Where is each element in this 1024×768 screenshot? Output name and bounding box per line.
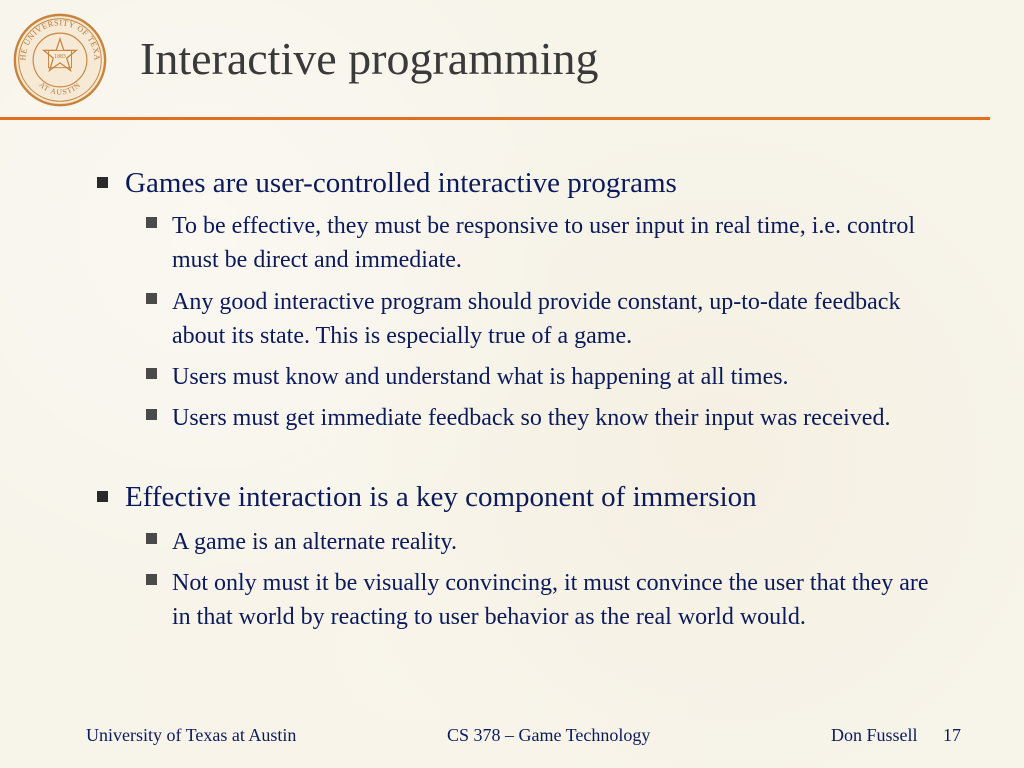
footer-author: Don Fussell — [831, 725, 918, 745]
bullet-level2 — [146, 401, 936, 435]
bullet-level1 — [97, 166, 677, 200]
seal-motto: 1883 — [54, 54, 66, 61]
bullet-square-icon — [146, 368, 157, 379]
bullet-text: Users must get immediate feedback so they know their input was received. — [172, 405, 891, 431]
bullet-level2 — [146, 209, 936, 277]
bullet-square-icon — [97, 491, 108, 502]
bullet-level2 — [146, 285, 936, 353]
bullet-text: Users must know and understand what is happening at all times. — [172, 364, 789, 390]
bullet-text: Not only must it be visually convincing, it must convince the user that they are in that world by reacting to user behavior as the real world would. — [172, 570, 929, 630]
bullet-text: A game is an alternate reality. — [172, 529, 457, 555]
bullet-level2 — [146, 360, 936, 394]
bullet-square-icon — [146, 217, 157, 228]
bullet-square-icon — [146, 293, 157, 304]
bullet-text: Games are user-controlled interactive programs — [125, 167, 677, 199]
footer-page-number: 17 — [943, 725, 961, 745]
bullet-level2 — [146, 566, 936, 634]
bullet-square-icon — [146, 409, 157, 420]
bullet-text: Effective interaction is a key component of immersion — [125, 481, 757, 513]
footer-course: CS 378 – Game Technology — [447, 725, 651, 745]
bullet-square-icon — [97, 177, 108, 188]
seal-bottom-text: AT AUSTIN — [37, 80, 83, 97]
bullet-square-icon — [146, 574, 157, 585]
slide-title: Interactive programming — [140, 33, 599, 84]
footer-institution: University of Texas at Austin — [86, 725, 297, 745]
bullet-level2 — [146, 525, 936, 559]
seal-top-text: HE UNIVERSITY OF TEXA — [18, 18, 102, 62]
bullet-level1 — [97, 480, 757, 514]
bullet-square-icon — [146, 533, 157, 544]
bullet-text: To be effective, they must be responsive to user input in real time, i.e. control must be direct and immediate. — [172, 213, 916, 273]
bullet-text: Any good interactive program should provide constant, up-to-date feedback about its state. This is especially true of a game. — [172, 289, 901, 349]
